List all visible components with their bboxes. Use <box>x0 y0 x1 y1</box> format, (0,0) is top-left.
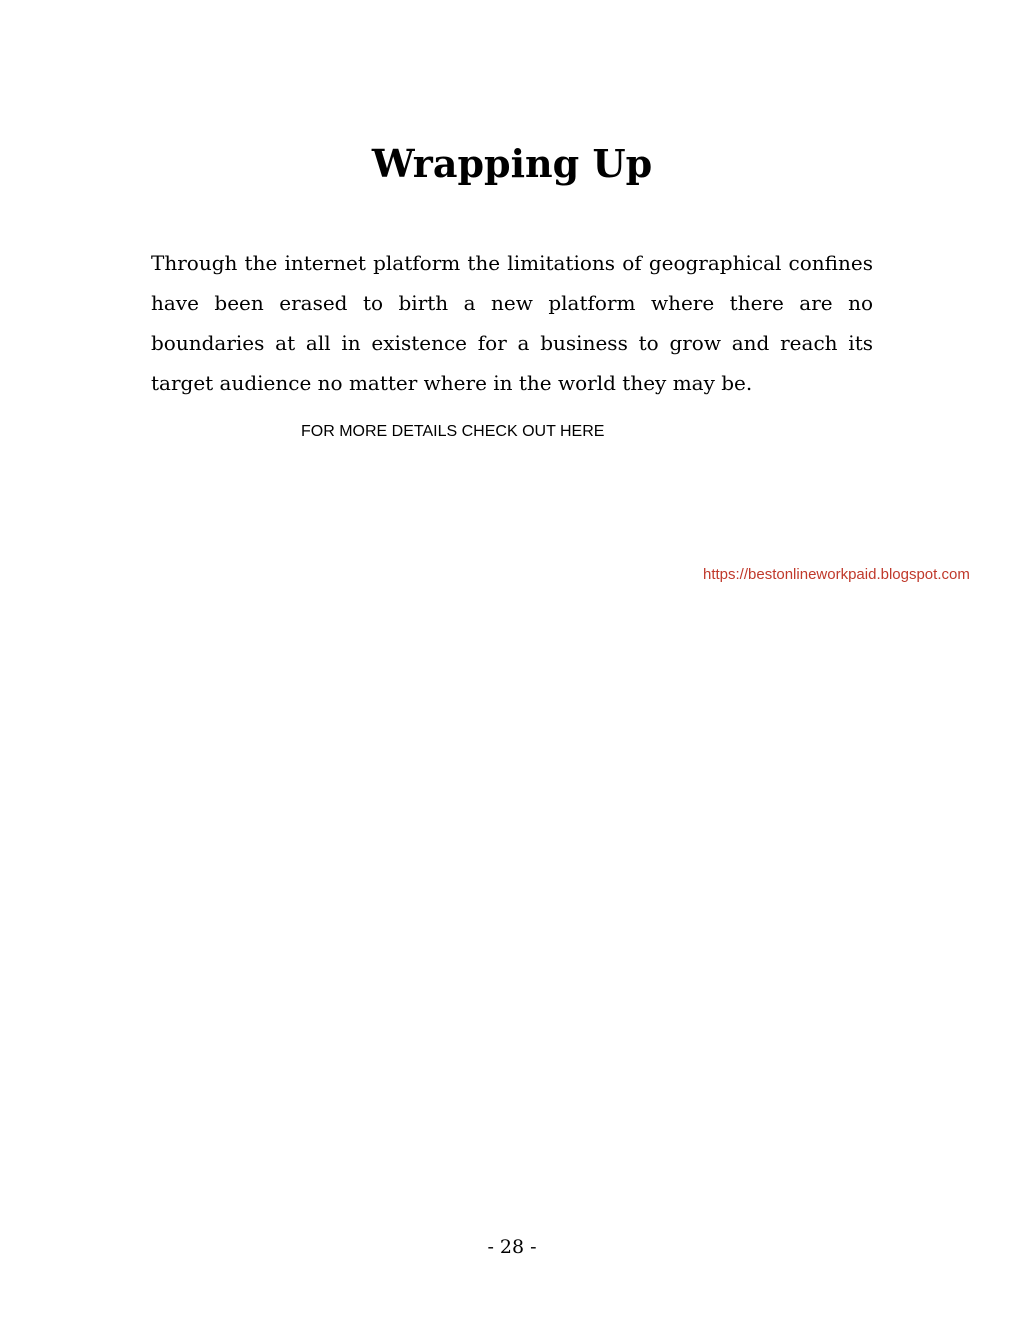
blog-url-link[interactable]: https://bestonlineworkpaid.blogspot.com <box>703 566 970 583</box>
more-details-link[interactable]: FOR MORE DETAILS CHECK OUT HERE <box>301 423 605 440</box>
page-number: - 28 - <box>487 1236 537 1258</box>
body-paragraph: Through the internet platform the limitations of geographical confines have been erased to birth a new platform where there are no boundaries at all in existence for a business to grow and reach its target audience no matter where in the world they may be. <box>151 251 873 395</box>
page-title: Wrapping Up <box>371 141 653 186</box>
